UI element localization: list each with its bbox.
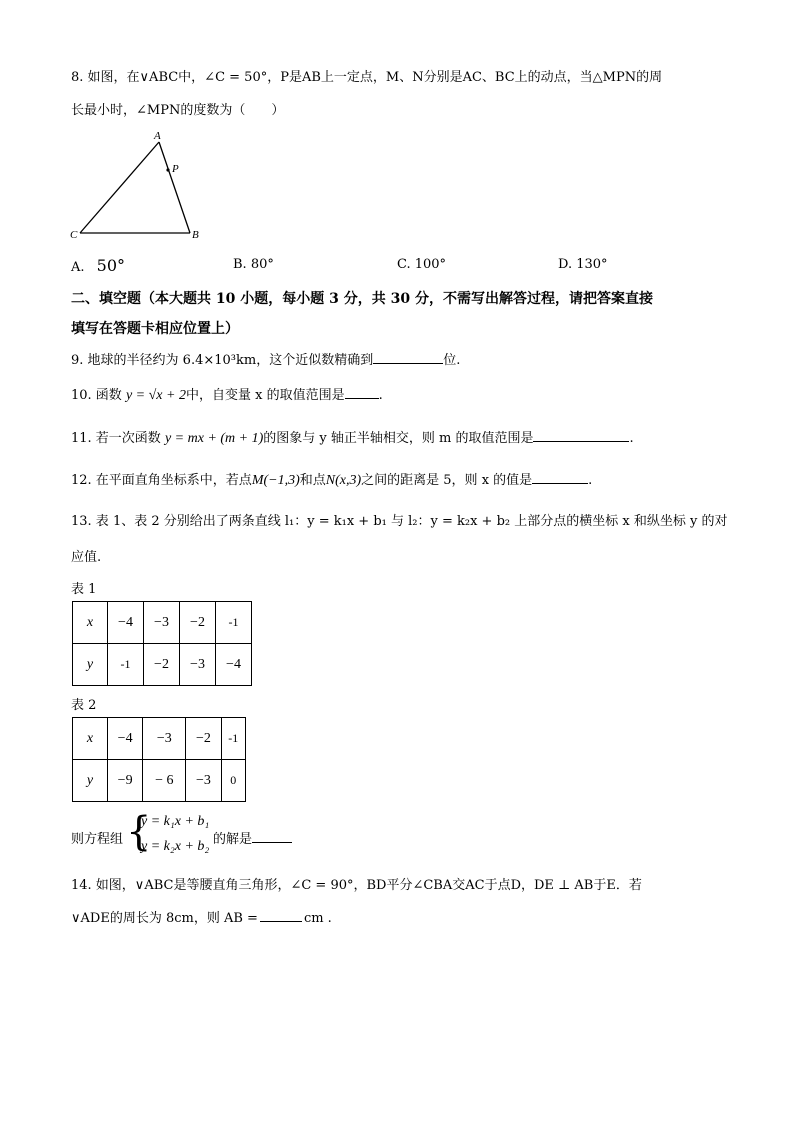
q13-line2: 应值. (71, 550, 102, 565)
q10 (71, 384, 383, 404)
q11-suffix: . (629, 431, 634, 446)
label-C: C (70, 229, 78, 241)
label-P: P (172, 163, 179, 175)
triangle-figure (66, 128, 216, 243)
q11-text: 11. 若一次函数 (71, 431, 161, 446)
table2-cell: −2 (186, 718, 221, 760)
table1-cell: −3 (144, 602, 180, 644)
q10-text-mid: 中，自变量 x 的取值范围是 (185, 388, 345, 403)
q9-suffix: 位. (443, 353, 461, 368)
table1 (72, 601, 252, 686)
q10-answer-blank[interactable] (345, 386, 379, 399)
q12-text: 12. 在平面直角坐标系中，若点 (71, 473, 252, 488)
section2-heading-line1: 二、填空题（本大题共 10 小题，每小题 3 分，共 30 分，不需写出解答过程，请把答案直接 (71, 291, 653, 307)
q11-text-mid: 的图象与 y 轴正半轴相交，则 m 的取值范围是 (263, 431, 534, 446)
q13-system-prefix: 则方程组 (71, 832, 124, 847)
table1-cell: −4 (216, 644, 252, 686)
q11 (71, 427, 634, 447)
label-A: A (154, 130, 161, 142)
section2-heading-line2: 填写在答题卡相应位置上） (71, 321, 239, 337)
q8-line1: 8. 如图，在∨ABC中，∠C = 50°，P是AB上一定点，M、N分别是AC、BC上的动点，当△MPN的周 (71, 70, 663, 85)
q13-system-suffix-text: 的解是 (213, 832, 253, 847)
q14-answer-blank[interactable] (260, 909, 302, 922)
table2-cell: −3 (143, 718, 186, 760)
q14-line2-text: ∨ADE的周长为 8cm，则 AB = (71, 911, 258, 926)
q14-line1: 14. 如图，∨ABC是等腰直角三角形，∠C = 90°，BD平分∠CBA交AC于点D，DE ⊥ AB于E．若 (71, 878, 642, 893)
table2-cell: −3 (186, 760, 221, 802)
q9 (71, 349, 460, 368)
table2-row-x (73, 718, 246, 760)
q11-answer-blank[interactable] (533, 429, 629, 442)
q14-suffix: cm . (303, 911, 332, 926)
table1-cell: -1 (108, 644, 144, 686)
table1-cell: -1 (216, 602, 252, 644)
table2 (72, 717, 246, 802)
q13-equation-2: y = k₂x + b₂ (141, 839, 210, 854)
table2-cell: − 6 (143, 760, 186, 802)
q9-answer-blank[interactable] (373, 351, 443, 364)
q8-line2: 长最小时，∠MPN的度数为（ ） (71, 103, 285, 118)
q11-expression: y = mx + (m + 1) (164, 431, 264, 446)
table2-caption: 表 2 (71, 698, 97, 713)
q10-text: 10. 函数 (71, 388, 122, 403)
q12 (71, 469, 592, 489)
table2-cell: -1 (221, 718, 245, 760)
q8-option-b: B. 80° (233, 257, 274, 272)
q8-option-a (71, 256, 125, 275)
q13-system-suffix (213, 828, 292, 847)
table1-row-y (73, 644, 252, 686)
q8-option-c: C. 100° (397, 257, 447, 272)
table1-cell: −3 (180, 644, 216, 686)
q13-equation-1: y = k₁x + b₁ (141, 814, 210, 829)
table2-cell: −4 (108, 718, 143, 760)
table1-row-x (73, 602, 252, 644)
option-a-value: 50° (96, 256, 126, 275)
table1-cell: y (73, 644, 108, 686)
label-B: B (192, 229, 199, 241)
table2-cell: 0 (221, 760, 245, 802)
q10-expression: y = √x + 2 (125, 388, 186, 403)
option-a-letter: A. (71, 260, 85, 275)
q13-line1: 13. 表 1、表 2 分别给出了两条直线 l₁：y = k₁x + b₁ 与 l₂：y = k₂x + b₂ 上部分点的横坐标 x 和纵坐标 y 的对 (71, 514, 728, 529)
q10-suffix: . (378, 388, 383, 403)
q14-line2 (71, 907, 332, 926)
table2-cell: x (73, 718, 108, 760)
table2-cell: −9 (108, 760, 143, 802)
q9-text: 9. 地球的半径约为 6.4×10³km，这个近似数精确到 (71, 353, 374, 368)
q13-answer-blank[interactable] (252, 830, 292, 843)
table1-cell: −2 (180, 602, 216, 644)
q12-text-mid: 之间的距离是 5，则 x 的值是 (361, 473, 533, 488)
q12-point-n: N(x,3) (325, 473, 362, 488)
table1-cell: x (73, 602, 108, 644)
table2-row-y (73, 760, 246, 802)
q12-and: 和点 (299, 473, 326, 488)
table1-caption: 表 1 (71, 582, 97, 597)
left-brace-icon: { (126, 809, 152, 855)
q12-suffix: . (588, 473, 593, 488)
q12-point-m: M(−1,3) (251, 473, 300, 488)
q12-answer-blank[interactable] (532, 471, 588, 484)
q8-option-d: D. 130° (558, 257, 608, 272)
table1-cell: −4 (108, 602, 144, 644)
table1-cell: −2 (144, 644, 180, 686)
table2-cell: y (73, 760, 108, 802)
